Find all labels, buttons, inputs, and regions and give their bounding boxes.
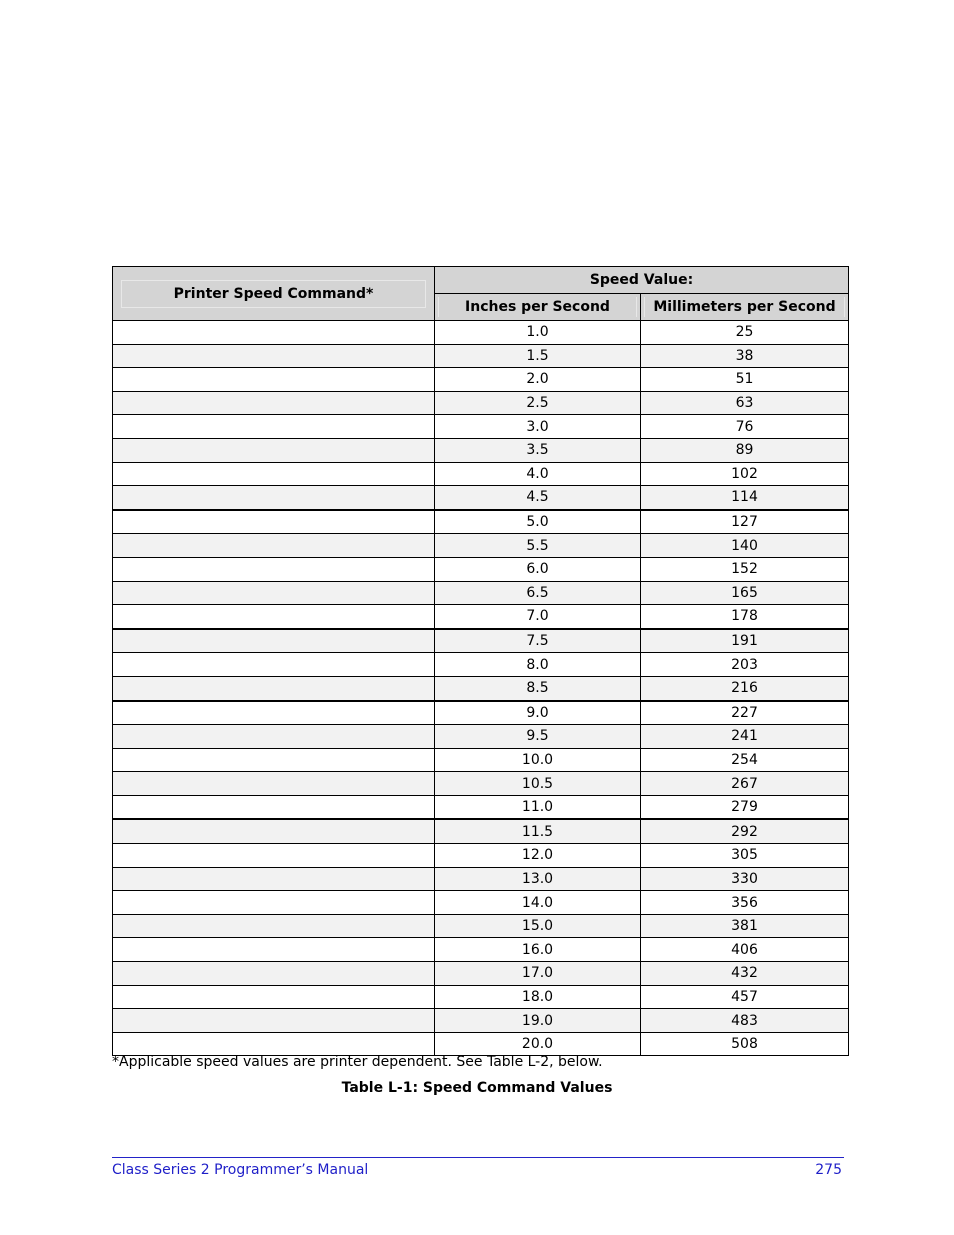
cell-ips: 6.5: [435, 581, 641, 605]
table-row: [113, 368, 849, 392]
cell-command: [113, 534, 435, 558]
cell-mmps: 227: [641, 701, 849, 725]
table-row: [113, 391, 849, 415]
cell-command: [113, 581, 435, 605]
cell-ips: 8.5: [435, 676, 641, 700]
cell-ips: 1.5: [435, 344, 641, 368]
table-row: [113, 772, 849, 796]
cell-mmps: 152: [641, 557, 849, 581]
table-row: [113, 938, 849, 962]
table-row: [113, 1009, 849, 1033]
cell-command: [113, 653, 435, 677]
cell-ips: 4.0: [435, 462, 641, 486]
table-row: [113, 557, 849, 581]
cell-mmps: 63: [641, 391, 849, 415]
cell-mmps: 102: [641, 462, 849, 486]
table-row: [113, 795, 849, 819]
header-millimeters-per-second: Millimeters per Second: [641, 294, 849, 321]
cell-ips: 9.5: [435, 725, 641, 749]
cell-mmps: 292: [641, 819, 849, 843]
cell-command: [113, 391, 435, 415]
cell-ips: 7.0: [435, 605, 641, 629]
cell-command: [113, 772, 435, 796]
cell-ips: 1.0: [435, 321, 641, 345]
cell-command: [113, 725, 435, 749]
cell-mmps: 38: [641, 344, 849, 368]
footer-page-number: 275: [815, 1162, 842, 1178]
cell-mmps: 241: [641, 725, 849, 749]
cell-ips: 13.0: [435, 867, 641, 891]
cell-command: [113, 891, 435, 915]
table-row: [113, 510, 849, 534]
cell-command: [113, 605, 435, 629]
table-row: [113, 914, 849, 938]
cell-command: [113, 415, 435, 439]
cell-mmps: 381: [641, 914, 849, 938]
cell-ips: 14.0: [435, 891, 641, 915]
table-row: [113, 605, 849, 629]
cell-ips: 16.0: [435, 938, 641, 962]
cell-mmps: 267: [641, 772, 849, 796]
cell-ips: 15.0: [435, 914, 641, 938]
cell-mmps: 114: [641, 486, 849, 510]
cell-mmps: 305: [641, 844, 849, 868]
table-row: [113, 701, 849, 725]
table-row: [113, 867, 849, 891]
header-printer-speed-command: Printer Speed Command*: [113, 267, 435, 321]
cell-mmps: 178: [641, 605, 849, 629]
table-row: [113, 486, 849, 510]
table-row: [113, 748, 849, 772]
cell-mmps: 508: [641, 1032, 849, 1056]
cell-ips: 5.0: [435, 510, 641, 534]
table-row: [113, 344, 849, 368]
table-caption: Table L-1: Speed Command Values: [341, 1080, 613, 1096]
table-row: [113, 581, 849, 605]
cell-command: [113, 962, 435, 986]
cell-mmps: 51: [641, 368, 849, 392]
cell-command: [113, 438, 435, 462]
cell-mmps: 279: [641, 795, 849, 819]
cell-mmps: 483: [641, 1009, 849, 1033]
cell-command: [113, 795, 435, 819]
cell-ips: 11.5: [435, 819, 641, 843]
table-row: [113, 462, 849, 486]
table-row: [113, 844, 849, 868]
table-row: [113, 629, 849, 653]
cell-mmps: 216: [641, 676, 849, 700]
cell-command: [113, 510, 435, 534]
cell-command: [113, 321, 435, 345]
cell-ips: 3.5: [435, 438, 641, 462]
table-row: [113, 891, 849, 915]
cell-ips: 7.5: [435, 629, 641, 653]
cell-command: [113, 701, 435, 725]
cell-command: [113, 914, 435, 938]
cell-ips: 19.0: [435, 1009, 641, 1033]
cell-mmps: 140: [641, 534, 849, 558]
cell-ips: 10.0: [435, 748, 641, 772]
cell-command: [113, 557, 435, 581]
cell-ips: 2.5: [435, 391, 641, 415]
cell-mmps: 127: [641, 510, 849, 534]
cell-ips: 4.5: [435, 486, 641, 510]
table-row: [113, 653, 849, 677]
table-row: [113, 438, 849, 462]
cell-ips: 18.0: [435, 985, 641, 1009]
cell-command: [113, 1009, 435, 1033]
table-row: [113, 725, 849, 749]
cell-ips: 11.0: [435, 795, 641, 819]
cell-command: [113, 819, 435, 843]
table-row: [113, 985, 849, 1009]
cell-ips: 20.0: [435, 1032, 641, 1056]
cell-command: [113, 844, 435, 868]
table-row: [113, 415, 849, 439]
table-footnote: *Applicable speed values are printer dependent. See Table L-2, below.: [112, 1054, 603, 1070]
cell-mmps: 330: [641, 867, 849, 891]
cell-mmps: 165: [641, 581, 849, 605]
footer-divider: [112, 1157, 844, 1158]
cell-command: [113, 368, 435, 392]
cell-command: [113, 629, 435, 653]
cell-mmps: 254: [641, 748, 849, 772]
cell-ips: 6.0: [435, 557, 641, 581]
cell-command: [113, 867, 435, 891]
table-row: [113, 676, 849, 700]
cell-mmps: 89: [641, 438, 849, 462]
cell-command: [113, 676, 435, 700]
table-body: [113, 321, 849, 1056]
cell-mmps: 25: [641, 321, 849, 345]
cell-ips: 9.0: [435, 701, 641, 725]
cell-command: [113, 938, 435, 962]
table-row: [113, 321, 849, 345]
cell-ips: 3.0: [435, 415, 641, 439]
header-speed-value: Speed Value:: [435, 267, 849, 294]
footer-manual-title: Class Series 2 Programmer’s Manual: [112, 1162, 369, 1178]
speed-command-table: [112, 266, 849, 1056]
cell-command: [113, 344, 435, 368]
cell-command: [113, 462, 435, 486]
table-row: [113, 819, 849, 843]
cell-command: [113, 748, 435, 772]
cell-mmps: 432: [641, 962, 849, 986]
table-row: [113, 534, 849, 558]
cell-mmps: 356: [641, 891, 849, 915]
cell-ips: 2.0: [435, 368, 641, 392]
cell-command: [113, 486, 435, 510]
cell-ips: 8.0: [435, 653, 641, 677]
cell-mmps: 203: [641, 653, 849, 677]
cell-ips: 10.5: [435, 772, 641, 796]
cell-ips: 17.0: [435, 962, 641, 986]
table-row: [113, 962, 849, 986]
cell-mmps: 76: [641, 415, 849, 439]
header-inches-per-second: Inches per Second: [435, 294, 641, 321]
cell-command: [113, 985, 435, 1009]
cell-ips: 5.5: [435, 534, 641, 558]
cell-mmps: 191: [641, 629, 849, 653]
cell-mmps: 406: [641, 938, 849, 962]
cell-mmps: 457: [641, 985, 849, 1009]
cell-ips: 12.0: [435, 844, 641, 868]
